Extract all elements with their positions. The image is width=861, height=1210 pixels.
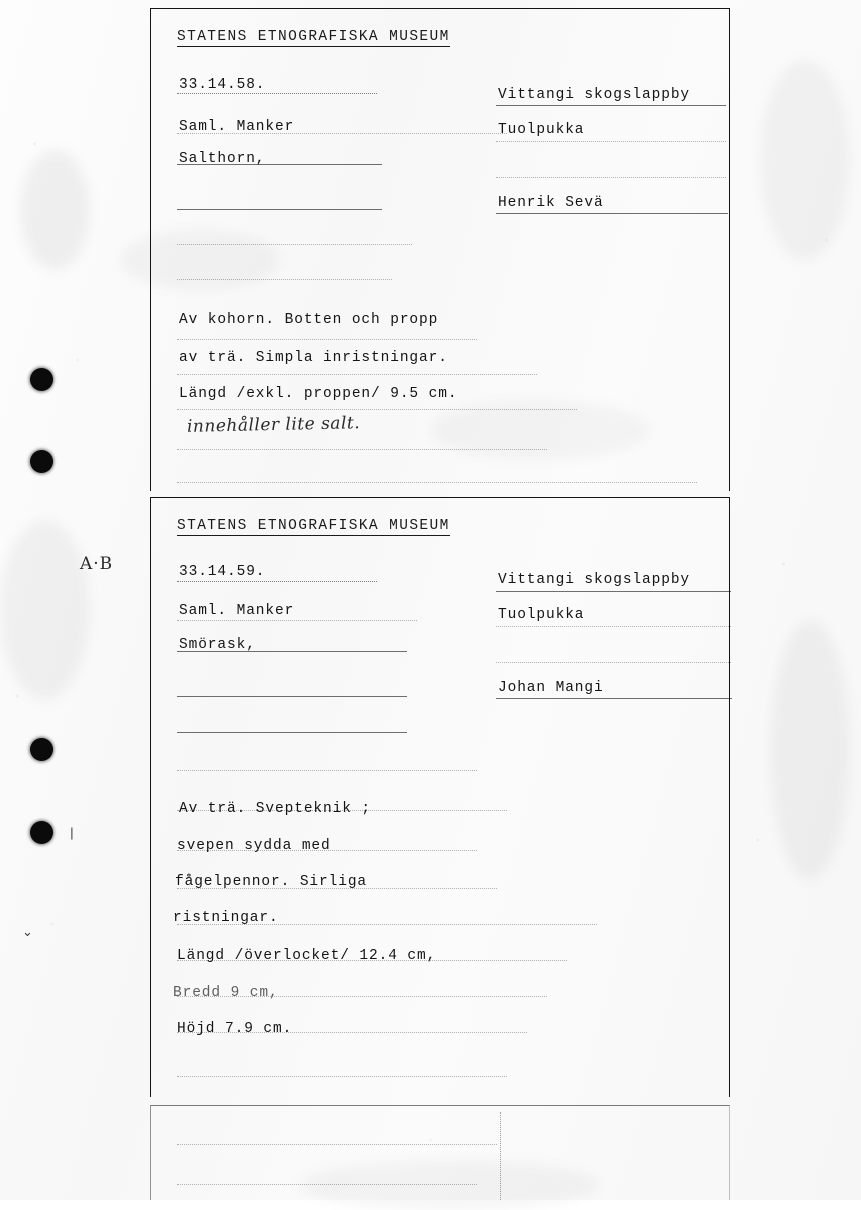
form-rule [496,105,726,106]
punch-hole [30,450,53,473]
collection-name: Saml. Manker [179,603,295,619]
form-divider [500,1112,501,1200]
margin-tick-mark: | [68,826,76,841]
locality-name: Tuolpukka [498,122,585,138]
punch-hole [30,821,53,844]
locality-name: Tuolpukka [498,607,585,623]
description-line: Längd /exkl. proppen/ 9.5 cm. [179,386,458,402]
description-line: Av trä. Svepteknik ; [179,801,372,817]
form-rule [177,449,547,450]
form-rule [177,209,382,210]
scan-smudge [20,150,90,270]
margin-tick-mark: ⌄ [22,925,33,940]
form-rule [496,698,732,699]
catalogue-card [150,497,730,1097]
collector-name: Henrik Sevä [498,195,604,211]
place-name: Vittangi skogslappby [498,87,691,103]
form-rule [177,409,577,410]
form-rule [496,662,731,663]
description-line: fågelpennor. Sirliga [175,874,368,890]
place-name: Vittangi skogslappby [498,572,691,588]
punch-hole [30,368,53,391]
scan-smudge [0,520,90,700]
form-rule [177,770,477,771]
form-rule [177,696,407,697]
description-line: Längd /överlocket/ 12.4 cm, [177,948,437,964]
catalogue-card-partial [150,1105,730,1200]
description-line: svepen sydda med [177,838,331,854]
object-name: Smörask, [179,637,256,653]
museum-header: STATENS ETNOGRAFISKA MUSEUM [177,29,450,45]
form-rule [496,213,728,214]
form-rule [177,1144,497,1145]
punch-hole [30,738,53,761]
description-line: Av kohorn. Botten och propp [179,312,439,328]
form-rule [177,620,417,621]
scan-smudge [760,60,850,260]
handwritten-note: innehåller lite salt. [186,413,361,437]
form-rule [177,244,412,245]
catalogue-number: 33.14.58. [179,77,266,93]
description-line: Bredd 9 cm, [173,985,279,1001]
margin-annotation: A·B [80,554,114,574]
form-rule [177,1184,477,1185]
scan-smudge [770,620,850,880]
collection-name: Saml. Manker [179,119,295,135]
form-rule [177,482,697,483]
collector-name: Johan Mangi [498,680,604,696]
object-name: Salthorn, [179,151,266,167]
form-rule [177,279,392,280]
form-rule [177,732,407,733]
form-rule [496,177,726,178]
catalogue-number: 33.14.59. [179,564,266,580]
form-rule [496,591,731,592]
form-rule [177,1076,507,1077]
museum-header: STATENS ETNOGRAFISKA MUSEUM [177,518,450,534]
form-rule [496,626,731,627]
form-rule [496,141,726,142]
catalogue-card [150,8,730,491]
form-rule [177,93,377,94]
form-rule [177,374,537,375]
description-line: av trä. Simpla inristningar. [179,350,448,366]
description-line: ristningar. [173,910,279,926]
form-rule [177,339,477,340]
form-rule [177,581,377,582]
description-line: Höjd 7.9 cm. [177,1021,293,1037]
